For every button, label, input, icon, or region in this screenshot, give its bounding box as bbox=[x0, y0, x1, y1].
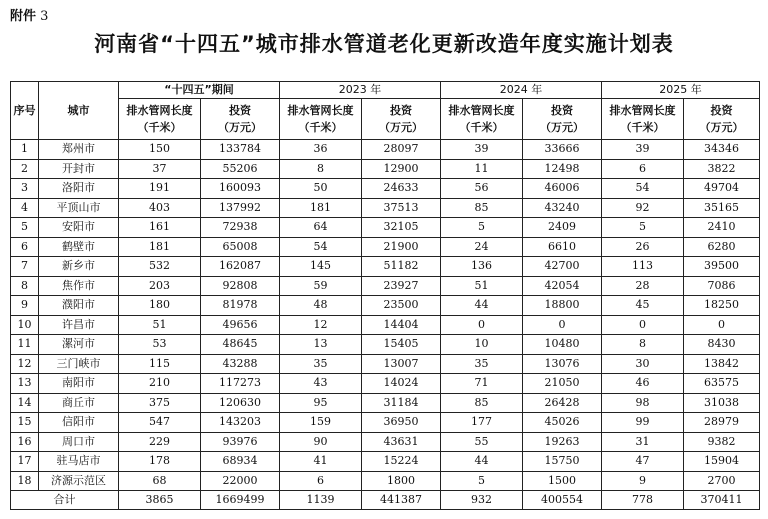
row-number: 14 bbox=[11, 393, 39, 413]
row-value: 48645 bbox=[201, 335, 280, 355]
row-value: 28097 bbox=[362, 140, 441, 160]
row-value: 113 bbox=[602, 257, 684, 277]
row-value: 133784 bbox=[201, 140, 280, 160]
row-value: 41 bbox=[280, 452, 362, 472]
row-value: 532 bbox=[119, 257, 201, 277]
row-value: 55 bbox=[441, 432, 523, 452]
header-period-total: “十四五”期间 bbox=[119, 82, 280, 99]
row-value: 12 bbox=[280, 315, 362, 335]
row-value: 93976 bbox=[201, 432, 280, 452]
row-value: 36950 bbox=[362, 413, 441, 433]
row-value: 10480 bbox=[523, 335, 602, 355]
row-city: 漯河市 bbox=[39, 335, 119, 355]
attachment-text: 附件 bbox=[10, 9, 37, 24]
row-value: 65008 bbox=[201, 237, 280, 257]
row-value: 92808 bbox=[201, 276, 280, 296]
row-value: 24 bbox=[441, 237, 523, 257]
row-value: 178 bbox=[119, 452, 201, 472]
table-body bbox=[11, 140, 760, 491]
header-city: 城市 bbox=[39, 82, 119, 140]
table-row bbox=[11, 413, 760, 433]
table-row bbox=[11, 179, 760, 199]
row-value: 13076 bbox=[523, 354, 602, 374]
row-value: 44 bbox=[441, 296, 523, 316]
row-value: 0 bbox=[523, 315, 602, 335]
row-value: 15224 bbox=[362, 452, 441, 472]
row-value: 42700 bbox=[523, 257, 602, 277]
row-number: 1 bbox=[11, 140, 39, 160]
row-value: 43631 bbox=[362, 432, 441, 452]
row-value: 21050 bbox=[523, 374, 602, 394]
row-value: 43 bbox=[280, 374, 362, 394]
table-row bbox=[11, 452, 760, 472]
row-value: 39500 bbox=[684, 257, 760, 277]
table-row bbox=[11, 471, 760, 491]
row-value: 15904 bbox=[684, 452, 760, 472]
table-row bbox=[11, 198, 760, 218]
row-number: 3 bbox=[11, 179, 39, 199]
row-value: 2410 bbox=[684, 218, 760, 238]
row-value: 98 bbox=[602, 393, 684, 413]
row-value: 49656 bbox=[201, 315, 280, 335]
row-value: 181 bbox=[280, 198, 362, 218]
row-value: 22000 bbox=[201, 471, 280, 491]
header-row-periods bbox=[11, 82, 760, 99]
row-value: 0 bbox=[441, 315, 523, 335]
header-period-2025: 2025 年 bbox=[602, 82, 760, 99]
row-number: 7 bbox=[11, 257, 39, 277]
row-value: 51 bbox=[441, 276, 523, 296]
row-value: 51182 bbox=[362, 257, 441, 277]
row-value: 15750 bbox=[523, 452, 602, 472]
row-value: 6280 bbox=[684, 237, 760, 257]
row-value: 56 bbox=[441, 179, 523, 199]
row-value: 210 bbox=[119, 374, 201, 394]
row-number: 4 bbox=[11, 198, 39, 218]
header-invest: 投资 （万元） bbox=[523, 99, 602, 140]
row-value: 13 bbox=[280, 335, 362, 355]
row-city: 南阳市 bbox=[39, 374, 119, 394]
row-number: 11 bbox=[11, 335, 39, 355]
row-value: 3822 bbox=[684, 159, 760, 179]
row-value: 547 bbox=[119, 413, 201, 433]
header-length: 排水管网长度 （千米） bbox=[280, 99, 362, 140]
row-value: 31 bbox=[602, 432, 684, 452]
row-value: 50 bbox=[280, 179, 362, 199]
row-value: 90 bbox=[280, 432, 362, 452]
table-row bbox=[11, 354, 760, 374]
row-value: 48 bbox=[280, 296, 362, 316]
header-invest: 投资 （万元） bbox=[362, 99, 441, 140]
table-row bbox=[11, 296, 760, 316]
row-value: 137992 bbox=[201, 198, 280, 218]
row-value: 53 bbox=[119, 335, 201, 355]
row-value: 54 bbox=[602, 179, 684, 199]
row-value: 18800 bbox=[523, 296, 602, 316]
row-value: 26428 bbox=[523, 393, 602, 413]
row-value: 191 bbox=[119, 179, 201, 199]
row-number: 8 bbox=[11, 276, 39, 296]
row-value: 46 bbox=[602, 374, 684, 394]
row-value: 63575 bbox=[684, 374, 760, 394]
row-value: 85 bbox=[441, 393, 523, 413]
table-row bbox=[11, 140, 760, 160]
row-value: 5 bbox=[441, 471, 523, 491]
row-city: 周口市 bbox=[39, 432, 119, 452]
row-value: 36 bbox=[280, 140, 362, 160]
row-value: 0 bbox=[684, 315, 760, 335]
attachment-number: 3 bbox=[40, 9, 49, 24]
row-value: 14404 bbox=[362, 315, 441, 335]
header-invest: 投资 （万元） bbox=[684, 99, 760, 140]
row-value: 13842 bbox=[684, 354, 760, 374]
row-value: 81978 bbox=[201, 296, 280, 316]
total-label: 合计 bbox=[11, 491, 119, 510]
row-value: 28979 bbox=[684, 413, 760, 433]
row-value: 120630 bbox=[201, 393, 280, 413]
row-value: 51 bbox=[119, 315, 201, 335]
row-value: 34346 bbox=[684, 140, 760, 160]
row-value: 68 bbox=[119, 471, 201, 491]
row-value: 177 bbox=[441, 413, 523, 433]
table-row bbox=[11, 257, 760, 277]
row-value: 9 bbox=[602, 471, 684, 491]
row-value: 11 bbox=[441, 159, 523, 179]
row-number: 15 bbox=[11, 413, 39, 433]
total-cell: 1669499 bbox=[201, 491, 280, 510]
row-value: 23927 bbox=[362, 276, 441, 296]
row-value: 375 bbox=[119, 393, 201, 413]
row-value: 5 bbox=[441, 218, 523, 238]
row-value: 162087 bbox=[201, 257, 280, 277]
row-value: 45026 bbox=[523, 413, 602, 433]
row-value: 31038 bbox=[684, 393, 760, 413]
row-value: 12900 bbox=[362, 159, 441, 179]
total-cell: 441387 bbox=[362, 491, 441, 510]
row-value: 117273 bbox=[201, 374, 280, 394]
row-number: 13 bbox=[11, 374, 39, 394]
row-value: 229 bbox=[119, 432, 201, 452]
row-value: 37 bbox=[119, 159, 201, 179]
row-value: 95 bbox=[280, 393, 362, 413]
header-period-2024: 2024 年 bbox=[441, 82, 602, 99]
row-value: 92 bbox=[602, 198, 684, 218]
row-value: 159 bbox=[280, 413, 362, 433]
row-value: 30 bbox=[602, 354, 684, 374]
row-value: 18250 bbox=[684, 296, 760, 316]
row-value: 45 bbox=[602, 296, 684, 316]
total-cell: 400554 bbox=[523, 491, 602, 510]
total-cell: 3865 bbox=[119, 491, 201, 510]
row-city: 焦作市 bbox=[39, 276, 119, 296]
row-value: 55206 bbox=[201, 159, 280, 179]
attachment-label bbox=[10, 5, 48, 24]
row-city: 新乡市 bbox=[39, 257, 119, 277]
row-value: 160093 bbox=[201, 179, 280, 199]
row-value: 59 bbox=[280, 276, 362, 296]
row-city: 安阳市 bbox=[39, 218, 119, 238]
row-value: 23500 bbox=[362, 296, 441, 316]
row-city: 濮阳市 bbox=[39, 296, 119, 316]
row-value: 24633 bbox=[362, 179, 441, 199]
row-value: 8430 bbox=[684, 335, 760, 355]
row-value: 136 bbox=[441, 257, 523, 277]
total-cell: 1139 bbox=[280, 491, 362, 510]
row-city: 三门峡市 bbox=[39, 354, 119, 374]
row-number: 2 bbox=[11, 159, 39, 179]
row-value: 26 bbox=[602, 237, 684, 257]
row-value: 5 bbox=[602, 218, 684, 238]
row-city: 济源示范区 bbox=[39, 471, 119, 491]
row-value: 10 bbox=[441, 335, 523, 355]
row-city: 鹤壁市 bbox=[39, 237, 119, 257]
row-value: 49704 bbox=[684, 179, 760, 199]
row-value: 28 bbox=[602, 276, 684, 296]
row-value: 54 bbox=[280, 237, 362, 257]
row-value: 99 bbox=[602, 413, 684, 433]
row-value: 15405 bbox=[362, 335, 441, 355]
row-value: 35 bbox=[441, 354, 523, 374]
row-value: 39 bbox=[441, 140, 523, 160]
row-value: 21900 bbox=[362, 237, 441, 257]
row-value: 85 bbox=[441, 198, 523, 218]
row-value: 1500 bbox=[523, 471, 602, 491]
row-value: 6 bbox=[280, 471, 362, 491]
row-value: 47 bbox=[602, 452, 684, 472]
row-value: 46006 bbox=[523, 179, 602, 199]
row-value: 13007 bbox=[362, 354, 441, 374]
row-value: 43240 bbox=[523, 198, 602, 218]
row-value: 35165 bbox=[684, 198, 760, 218]
header-seq: 序号 bbox=[11, 82, 39, 140]
row-value: 44 bbox=[441, 452, 523, 472]
header-period-2023: 2023 年 bbox=[280, 82, 441, 99]
row-value: 181 bbox=[119, 237, 201, 257]
row-number: 9 bbox=[11, 296, 39, 316]
row-value: 33666 bbox=[523, 140, 602, 160]
row-value: 8 bbox=[280, 159, 362, 179]
table-row bbox=[11, 374, 760, 394]
table-row bbox=[11, 276, 760, 296]
row-value: 6610 bbox=[523, 237, 602, 257]
row-number: 16 bbox=[11, 432, 39, 452]
total-cell: 932 bbox=[441, 491, 523, 510]
table-row bbox=[11, 432, 760, 452]
row-number: 12 bbox=[11, 354, 39, 374]
row-number: 10 bbox=[11, 315, 39, 335]
row-value: 35 bbox=[280, 354, 362, 374]
row-number: 18 bbox=[11, 471, 39, 491]
row-value: 9382 bbox=[684, 432, 760, 452]
row-value: 8 bbox=[602, 335, 684, 355]
row-city: 信阳市 bbox=[39, 413, 119, 433]
row-city: 洛阳市 bbox=[39, 179, 119, 199]
total-row bbox=[11, 491, 760, 510]
total-cell: 370411 bbox=[684, 491, 760, 510]
row-value: 12498 bbox=[523, 159, 602, 179]
row-value: 7086 bbox=[684, 276, 760, 296]
row-city: 郑州市 bbox=[39, 140, 119, 160]
row-value: 1800 bbox=[362, 471, 441, 491]
row-value: 143203 bbox=[201, 413, 280, 433]
row-value: 64 bbox=[280, 218, 362, 238]
row-value: 14024 bbox=[362, 374, 441, 394]
header-length: 排水管网长度 （千米） bbox=[602, 99, 684, 140]
table-row bbox=[11, 315, 760, 335]
row-city: 商丘市 bbox=[39, 393, 119, 413]
row-value: 39 bbox=[602, 140, 684, 160]
row-value: 32105 bbox=[362, 218, 441, 238]
header-length: 排水管网长度 （千米） bbox=[119, 99, 201, 140]
row-value: 31184 bbox=[362, 393, 441, 413]
header-length: 排水管网长度 （千米） bbox=[441, 99, 523, 140]
table-row bbox=[11, 393, 760, 413]
row-value: 42054 bbox=[523, 276, 602, 296]
row-value: 6 bbox=[602, 159, 684, 179]
row-value: 72938 bbox=[201, 218, 280, 238]
row-value: 71 bbox=[441, 374, 523, 394]
header-row-metrics bbox=[11, 99, 760, 140]
row-value: 0 bbox=[602, 315, 684, 335]
header-invest: 投资 （万元） bbox=[201, 99, 280, 140]
row-value: 403 bbox=[119, 198, 201, 218]
table-row bbox=[11, 335, 760, 355]
row-value: 37513 bbox=[362, 198, 441, 218]
row-value: 68934 bbox=[201, 452, 280, 472]
table-row bbox=[11, 159, 760, 179]
row-value: 2700 bbox=[684, 471, 760, 491]
row-value: 19263 bbox=[523, 432, 602, 452]
row-value: 180 bbox=[119, 296, 201, 316]
row-city: 开封市 bbox=[39, 159, 119, 179]
row-value: 150 bbox=[119, 140, 201, 160]
row-value: 43288 bbox=[201, 354, 280, 374]
row-value: 2409 bbox=[523, 218, 602, 238]
plan-table bbox=[10, 81, 760, 510]
total-cell: 778 bbox=[602, 491, 684, 510]
row-city: 平顶山市 bbox=[39, 198, 119, 218]
row-city: 许昌市 bbox=[39, 315, 119, 335]
row-value: 145 bbox=[280, 257, 362, 277]
row-value: 161 bbox=[119, 218, 201, 238]
row-number: 6 bbox=[11, 237, 39, 257]
page-title: 河南省“十四五”城市排水管道老化更新改造年度实施计划表 bbox=[94, 32, 674, 56]
table-row bbox=[11, 218, 760, 238]
row-number: 17 bbox=[11, 452, 39, 472]
row-value: 115 bbox=[119, 354, 201, 374]
table-row bbox=[11, 237, 760, 257]
row-value: 203 bbox=[119, 276, 201, 296]
row-city: 驻马店市 bbox=[39, 452, 119, 472]
row-number: 5 bbox=[11, 218, 39, 238]
